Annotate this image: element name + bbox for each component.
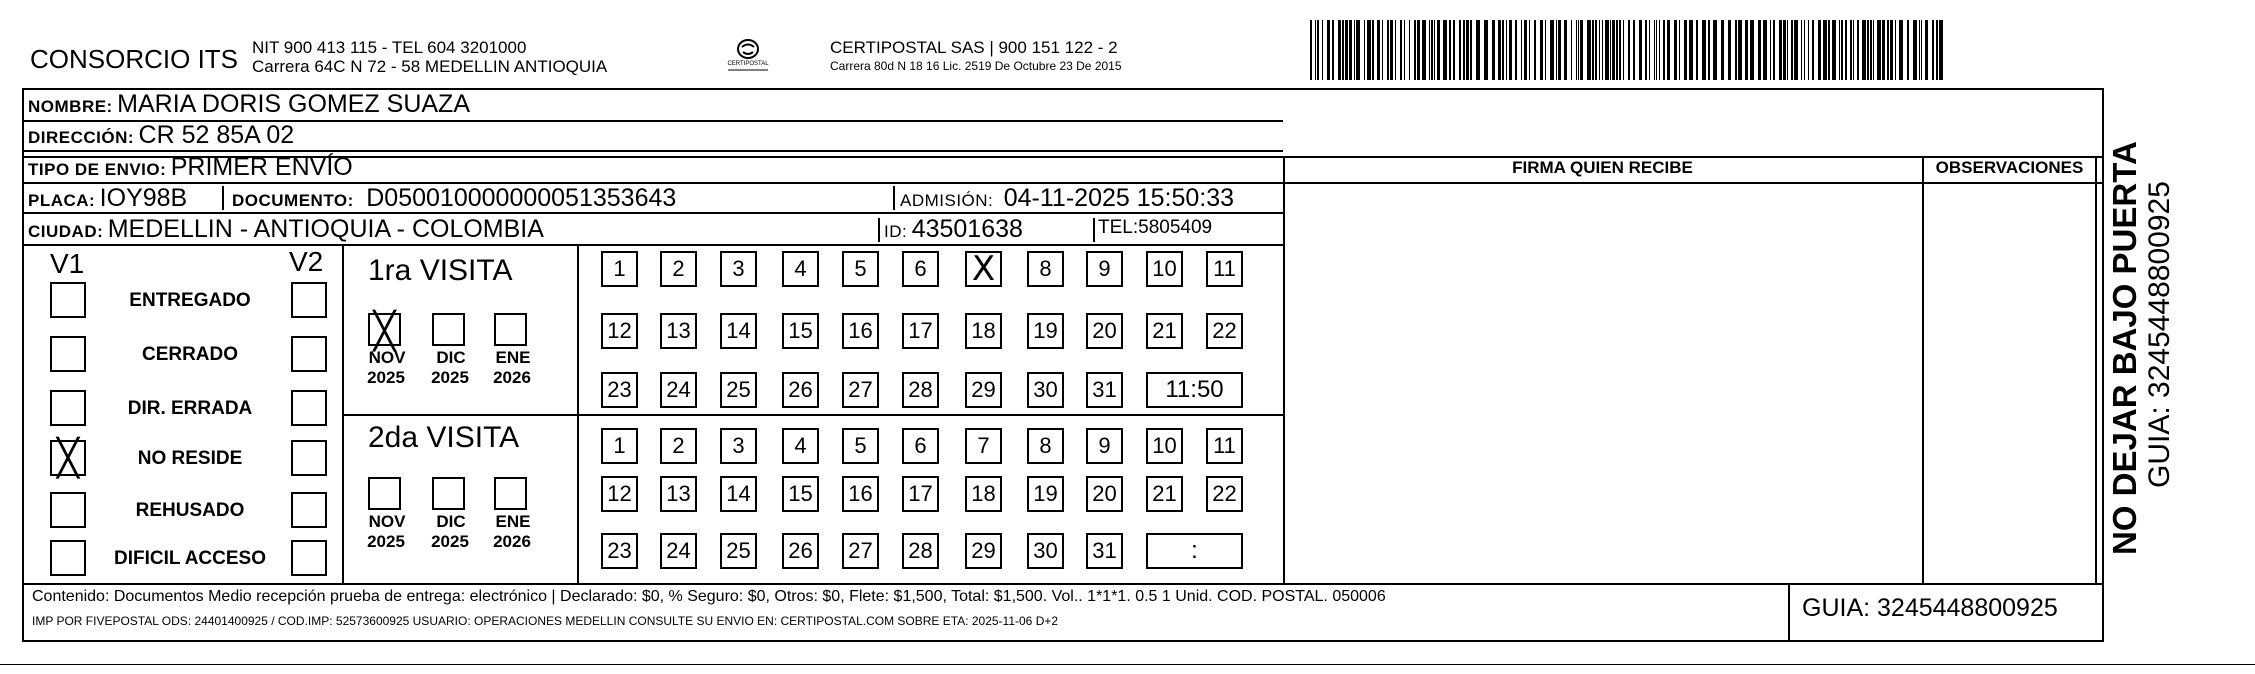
recipient-name: MARIA DORIS GOMEZ SUAZA	[117, 90, 470, 118]
visit1-month-name: NOV	[368, 348, 406, 367]
barcode-bar	[1932, 20, 1934, 80]
plate-label: PLACA:	[28, 191, 96, 210]
barcode-bar	[1322, 20, 1323, 80]
document-label: DOCUMENTO:	[232, 191, 354, 210]
visit1-day-box[interactable]: 31	[1086, 372, 1123, 408]
option-label: NO RESIDE	[137, 448, 243, 469]
barcode-bar	[1791, 20, 1793, 80]
v2-checkbox[interactable]	[291, 440, 327, 476]
barcode-bar	[1787, 20, 1788, 80]
barcode-bar	[1434, 20, 1435, 80]
v1-checkbox[interactable]	[50, 437, 86, 478]
visit2-day-box[interactable]: 2	[660, 428, 697, 464]
barcode-bar	[1338, 20, 1341, 80]
barcode-bar	[1605, 20, 1609, 80]
visit1-day-box[interactable]: 11	[1206, 251, 1243, 287]
barcode-bar	[1356, 20, 1360, 80]
barcode-bar	[1882, 20, 1885, 80]
visit2-day-box[interactable]: 21	[1146, 476, 1183, 512]
address-label: DIRECCIÓN:	[28, 128, 135, 147]
barcode-bar	[1873, 20, 1874, 80]
barcode-bar	[1602, 20, 1603, 80]
barcode-bar	[1850, 20, 1852, 80]
visit1-day-box[interactable]: X	[965, 251, 1002, 287]
barcode-bar	[1649, 20, 1650, 80]
barcode-bar	[1400, 20, 1402, 80]
barcode-bar	[1708, 20, 1710, 80]
tel-value: 5805409	[1138, 217, 1213, 238]
barcode-bar	[1364, 20, 1365, 80]
barcode-bar	[1492, 20, 1495, 80]
visit2-day-box[interactable]: 11	[1206, 428, 1243, 464]
visit2-month-name: DIC	[436, 512, 466, 531]
barcode-bar	[1342, 20, 1344, 80]
visit1-day-box[interactable]: 19	[1027, 313, 1064, 349]
barcode-bar	[1310, 20, 1312, 80]
barcode-bar	[1794, 20, 1798, 80]
barcode-bar	[1763, 20, 1767, 80]
barcode-bar	[1502, 20, 1504, 80]
barcode-bar	[1887, 20, 1889, 80]
visit2-month-name: NOV	[368, 512, 406, 531]
visit1-day-box[interactable]: 10	[1146, 251, 1183, 287]
v1-checkbox[interactable]	[50, 282, 86, 318]
visit2-month-name: ENE	[495, 512, 531, 531]
x-mark-icon: ╳	[373, 310, 396, 351]
admission-value: 04-11-2025 15:50:33	[1003, 184, 1235, 212]
logo-text: CERTIPOSTAL	[727, 61, 769, 67]
name-label: NOMBRE:	[28, 97, 113, 116]
print-line: IMP POR FIVEPOSTAL ODS: 24401400925 / COD.IMP: 52573600925 USUARIO: OPERACIONES MEDELLIN CONSULTE SU ENVIO EN: CERTIPOSTAL.COM SOBRE ETA: 2025-11-06 D+2	[32, 614, 1059, 628]
barcode-bar	[1667, 20, 1670, 80]
barcode-bar	[1919, 20, 1920, 80]
barcode-bar	[1592, 20, 1594, 80]
id-row	[884, 215, 1023, 244]
barcode-bar	[1409, 20, 1410, 80]
barcode-bar	[1564, 20, 1567, 80]
visit1-month-checkbox[interactable]	[432, 313, 465, 346]
barcode-bar	[1679, 20, 1680, 80]
barcode-bar	[1315, 20, 1316, 80]
visit1-day-box[interactable]: 6	[902, 251, 939, 287]
side-warning: NO DEJAR BAJO PUERTA	[2106, 141, 2143, 555]
v1-checkbox[interactable]	[50, 492, 86, 528]
visit2-day-box[interactable]: 12	[601, 476, 638, 512]
visit2-day-box[interactable]: 3	[720, 428, 757, 464]
barcode-bar	[1612, 20, 1615, 80]
barcode-bar	[1414, 20, 1416, 80]
barcode-bar	[1659, 20, 1660, 80]
visit1-month-year: 2025	[367, 368, 405, 387]
visit2-day-box[interactable]: 10	[1146, 428, 1183, 464]
visit2-month-year: 2025	[367, 532, 405, 551]
barcode	[1310, 20, 1946, 80]
barcode-bar	[1354, 20, 1355, 80]
barcode-bar	[1745, 20, 1748, 80]
visit2-day-box[interactable]: 14	[720, 476, 757, 512]
barcode-bar	[1639, 20, 1642, 80]
barcode-bar	[1576, 20, 1577, 80]
visit1-day-box[interactable]: 9	[1086, 251, 1123, 287]
visit2-month-year: 2026	[493, 532, 531, 551]
barcode-bar	[1382, 20, 1383, 80]
visit1-day-box[interactable]: 28	[902, 372, 939, 408]
barcode-bar	[1801, 20, 1802, 80]
visit2-day-box[interactable]: 5	[842, 428, 879, 464]
barcode-bar	[1558, 20, 1561, 80]
visit1-month-year: 2025	[431, 368, 469, 387]
barcode-bar	[1890, 20, 1893, 80]
barcode-bar	[1867, 20, 1869, 80]
plate-value: IOY98B	[99, 184, 188, 212]
barcode-bar	[1349, 20, 1352, 80]
barcode-bar	[1779, 20, 1782, 80]
barcode-bar	[1758, 20, 1761, 80]
barcode-bar	[1925, 20, 1928, 80]
visit2-day-box[interactable]: 25	[720, 533, 757, 569]
barcode-bar	[1372, 20, 1374, 80]
visit2-day-box[interactable]: 22	[1206, 476, 1243, 512]
barcode-bar	[1936, 20, 1938, 80]
barcode-bar	[1498, 20, 1501, 80]
barcode-bar	[1702, 20, 1706, 80]
barcode-bar	[1443, 20, 1447, 80]
visit2-day-box[interactable]: 19	[1027, 476, 1064, 512]
visit2-day-box[interactable]: 18	[965, 476, 1002, 512]
barcode-bar	[1684, 20, 1687, 80]
city-label: CIUDAD:	[28, 222, 104, 241]
barcode-bar	[1404, 20, 1405, 80]
visit2-day-box[interactable]: 4	[782, 428, 819, 464]
barcode-bar	[1818, 20, 1821, 80]
visit1-month-name: ENE	[495, 348, 531, 367]
barcode-bar	[1713, 20, 1717, 80]
barcode-bar	[1770, 20, 1771, 80]
barcode-bar	[1437, 20, 1440, 80]
visit2-month-checkbox[interactable]	[368, 477, 401, 510]
visit1-day-box[interactable]: 21	[1146, 313, 1183, 349]
barcode-bar	[1484, 20, 1488, 80]
name-row	[28, 90, 470, 120]
barcode-bar	[1663, 20, 1665, 80]
barcode-bar	[1645, 20, 1647, 80]
barcode-bar	[1515, 20, 1517, 80]
visit2-month-checkbox[interactable]	[494, 477, 527, 510]
visit2-day-box[interactable]: 16	[842, 476, 879, 512]
barcode-bar	[1750, 20, 1754, 80]
v1-checkbox[interactable]	[50, 540, 86, 576]
barcode-bar	[1387, 20, 1389, 80]
barcode-bar	[1899, 20, 1903, 80]
visit2-day-box[interactable]: 28	[902, 533, 939, 569]
v1-checkbox[interactable]	[50, 390, 86, 426]
tel-label: TEL:	[1098, 217, 1139, 238]
barcode-bar	[1587, 20, 1591, 80]
carrier-line: CERTIPOSTAL SAS | 900 151 122 - 2	[830, 38, 1118, 57]
id-value: 43501638	[911, 215, 1023, 243]
barcode-bar	[1556, 20, 1557, 80]
barcode-bar	[1857, 20, 1859, 80]
visit1-day-box[interactable]: 26	[782, 372, 819, 408]
v2-checkbox[interactable]	[291, 540, 327, 576]
visit1-day-box[interactable]: 29	[965, 372, 1002, 408]
barcode-bar	[1728, 20, 1731, 80]
barcode-bar	[1390, 20, 1393, 80]
document-value: D050010000000051353643	[366, 184, 677, 212]
barcode-bar	[1845, 20, 1847, 80]
certipostal-logo-icon	[722, 34, 774, 78]
barcode-bar	[1783, 20, 1786, 80]
certipostal-logo	[722, 34, 774, 78]
document-row	[232, 184, 676, 213]
barcode-bar	[1862, 20, 1866, 80]
side-guia: GUIA: 3245448800925	[2143, 181, 2176, 488]
barcode-bar	[1812, 20, 1814, 80]
barcode-bar	[1431, 20, 1433, 80]
city-row	[28, 215, 544, 244]
v2-checkbox[interactable]	[291, 336, 327, 372]
barcode-bar	[1550, 20, 1554, 80]
v2-checkbox[interactable]	[291, 282, 327, 318]
visit2-day-box[interactable]: 29	[965, 533, 1002, 569]
barcode-bar	[1804, 20, 1805, 80]
tel-row	[1098, 217, 1212, 239]
barcode-bar	[1417, 20, 1420, 80]
barcode-bar	[1509, 20, 1512, 80]
barcode-bar	[1619, 20, 1621, 80]
barcode-bar	[1674, 20, 1677, 80]
shipment-type: PRIMER ENVÍO	[170, 153, 353, 181]
visit1-month-year: 2026	[493, 368, 531, 387]
v2-checkbox[interactable]	[291, 390, 327, 426]
barcode-bar	[1395, 20, 1396, 80]
barcode-bar	[1463, 20, 1465, 80]
barcode-bar	[1921, 20, 1922, 80]
visit2-day-box[interactable]: 8	[1027, 428, 1064, 464]
signature-label: FIRMA QUIEN RECIBE	[1512, 158, 1693, 177]
barcode-bar	[1828, 20, 1830, 80]
visit2-day-box[interactable]: 17	[902, 476, 939, 512]
barcode-bar	[1823, 20, 1827, 80]
barcode-bar	[1476, 20, 1480, 80]
option-label: DIFICIL ACCESO	[113, 548, 266, 569]
visit1-day-box[interactable]: 24	[660, 372, 697, 408]
recipient-address: CR 52 85A 02	[138, 121, 295, 149]
barcode-bar	[1773, 20, 1775, 80]
option-label: CERRADO	[141, 344, 239, 365]
visit1-day-box[interactable]: 12	[601, 313, 638, 349]
x-mark-icon: ╳	[57, 437, 79, 478]
barcode-bar	[1595, 20, 1597, 80]
visit2-day-box[interactable]: 1	[601, 428, 638, 464]
barcode-bar	[1654, 20, 1655, 80]
visit1-day-box[interactable]: 8	[1027, 251, 1064, 287]
barcode-bar	[1529, 20, 1530, 80]
visit1-day-box[interactable]: 23	[601, 372, 638, 408]
visit2-day-box[interactable]: 23	[601, 533, 638, 569]
carrier-address: Carrera 80d N 18 16 Lic. 2519 De Octubre 23 De 2015	[830, 59, 1122, 73]
visit2-day-box[interactable]: 31	[1086, 533, 1123, 569]
visit1-day-box[interactable]: 15	[782, 313, 819, 349]
visit1-day-box[interactable]: 3	[720, 251, 757, 287]
barcode-bar	[1429, 20, 1430, 80]
visit2-time-box[interactable]: :	[1146, 533, 1243, 569]
company-name: CONSORCIO ITS	[30, 44, 239, 74]
barcode-bar	[1832, 20, 1836, 80]
option-label: REHUSADO	[135, 500, 245, 521]
barcode-bar	[1327, 20, 1330, 80]
visit2-month-year: 2025	[431, 532, 469, 551]
visit2-day-box[interactable]: 26	[782, 533, 819, 569]
barcode-bar	[1453, 20, 1455, 80]
barcode-bar	[1521, 20, 1522, 80]
footer-guia: GUIA: 3245448800925	[1802, 594, 2058, 622]
barcode-bar	[1633, 20, 1635, 80]
barcode-bar	[1689, 20, 1693, 80]
barcode-bar	[1459, 20, 1461, 80]
barcode-bar	[1721, 20, 1724, 80]
barcode-bar	[1580, 20, 1583, 80]
barcode-bar	[1616, 20, 1618, 80]
visit1-title: 1ra VISITA	[368, 254, 513, 287]
barcode-bar	[1656, 20, 1657, 80]
option-label: DIR. ERRADA	[127, 398, 253, 419]
barcode-bar	[1738, 20, 1742, 80]
v2-checkbox[interactable]	[291, 492, 327, 528]
visit1-day-box[interactable]: 20	[1086, 313, 1123, 349]
barcode-bar	[1696, 20, 1698, 80]
barcode-bar	[1524, 20, 1527, 80]
barcode-bar	[1628, 20, 1630, 80]
visit1-month-checkbox[interactable]	[368, 310, 401, 351]
v1-checkbox[interactable]	[50, 336, 86, 372]
barcode-bar	[1808, 20, 1809, 80]
barcode-bar	[1506, 20, 1507, 80]
id-label: ID:	[884, 222, 908, 241]
barcode-bar	[1367, 20, 1371, 80]
barcode-bar	[1623, 20, 1624, 80]
shipment-label: TIPO DE ENVIO:	[28, 160, 167, 179]
visit1-day-box[interactable]: 4	[782, 251, 819, 287]
visit1-day-box[interactable]: 30	[1027, 372, 1064, 408]
barcode-bar	[1345, 20, 1348, 80]
visit2-day-box[interactable]: 7	[965, 428, 1002, 464]
visit1-day-box[interactable]: 18	[965, 313, 1002, 349]
admission-row	[900, 184, 1234, 213]
plate-row	[28, 184, 187, 213]
v2-header: V2	[289, 246, 324, 277]
barcode-bar	[1907, 20, 1909, 80]
barcode-bar	[1470, 20, 1472, 80]
barcode-bar	[1317, 20, 1319, 80]
barcode-bar	[1599, 20, 1600, 80]
visit1-day-box[interactable]: 13	[660, 313, 697, 349]
barcode-bar	[1578, 20, 1579, 80]
option-label: ENTREGADO	[129, 290, 251, 311]
visit1-day-box[interactable]: 1	[601, 251, 638, 287]
barcode-bar	[1841, 20, 1843, 80]
city-value: MEDELLIN - ANTIOQUIA - COLOMBIA	[107, 215, 544, 243]
barcode-bar	[1332, 20, 1334, 80]
barcode-bar	[1534, 20, 1536, 80]
visit1-month-name: DIC	[436, 348, 466, 367]
admission-label: ADMISIÓN:	[900, 191, 994, 210]
visit2-title: 2da VISITA	[368, 421, 520, 454]
visit2-day-box[interactable]: 20	[1086, 476, 1123, 512]
visit1-month-checkbox[interactable]	[494, 313, 527, 346]
visit2-day-box[interactable]: 15	[782, 476, 819, 512]
barcode-bar	[1545, 20, 1546, 80]
visit2-day-box[interactable]: 6	[902, 428, 939, 464]
visit2-day-box[interactable]: 9	[1086, 428, 1123, 464]
barcode-bar	[1853, 20, 1854, 80]
barcode-bar	[1735, 20, 1737, 80]
barcode-bar	[1895, 20, 1896, 80]
visit2-month-checkbox[interactable]	[432, 477, 465, 510]
nit-line: NIT 900 413 115 - TEL 604 3201000	[252, 38, 527, 57]
visit1-day-box[interactable]: 22	[1206, 313, 1243, 349]
barcode-bar	[1839, 20, 1840, 80]
visit1-time-box[interactable]: 11:50	[1146, 372, 1243, 408]
address-row	[28, 121, 294, 150]
barcode-bar	[1466, 20, 1469, 80]
barcode-bar	[1540, 20, 1543, 80]
barcode-bar	[1877, 20, 1881, 80]
visit1-day-box[interactable]: 27	[842, 372, 879, 408]
observations-label: OBSERVACIONES	[1935, 158, 2084, 177]
barcode-bar	[1449, 20, 1451, 80]
v1-header: V1	[50, 248, 85, 279]
shipment-row	[28, 153, 353, 182]
barcode-bar	[1870, 20, 1872, 80]
barcode-bar	[1610, 20, 1611, 80]
visit2-day-box[interactable]: 13	[660, 476, 697, 512]
visit1-day-box[interactable]: 17	[902, 313, 939, 349]
barcode-bar	[1913, 20, 1917, 80]
company-address: Carrera 64C N 72 - 58 MEDELLIN ANTIOQUIA	[252, 57, 608, 76]
content-line: Contenido: Documentos Medio recepción prueba de entrega: electrónico | Declarado: $0, % Seguro: $0, Otros: $0, Flete: $1,500, Total: $1,500. Vol.. 1*1*1. 0.5 1 Unid. COD. POSTAL. 050006	[32, 588, 1386, 605]
visit1-day-box[interactable]: 5	[842, 251, 879, 287]
barcode-bar	[1377, 20, 1380, 80]
visit2-day-box[interactable]: 30	[1027, 533, 1064, 569]
barcode-bar	[1422, 20, 1426, 80]
visit1-day-box[interactable]: 14	[720, 313, 757, 349]
visit2-day-box[interactable]: 27	[842, 533, 879, 569]
barcode-bar	[1571, 20, 1572, 80]
barcode-bar	[1939, 20, 1943, 80]
visit1-day-box[interactable]: 2	[660, 251, 697, 287]
visit2-day-box[interactable]: 24	[660, 533, 697, 569]
visit1-day-box[interactable]: 25	[720, 372, 757, 408]
visit1-day-box[interactable]: 16	[842, 313, 879, 349]
